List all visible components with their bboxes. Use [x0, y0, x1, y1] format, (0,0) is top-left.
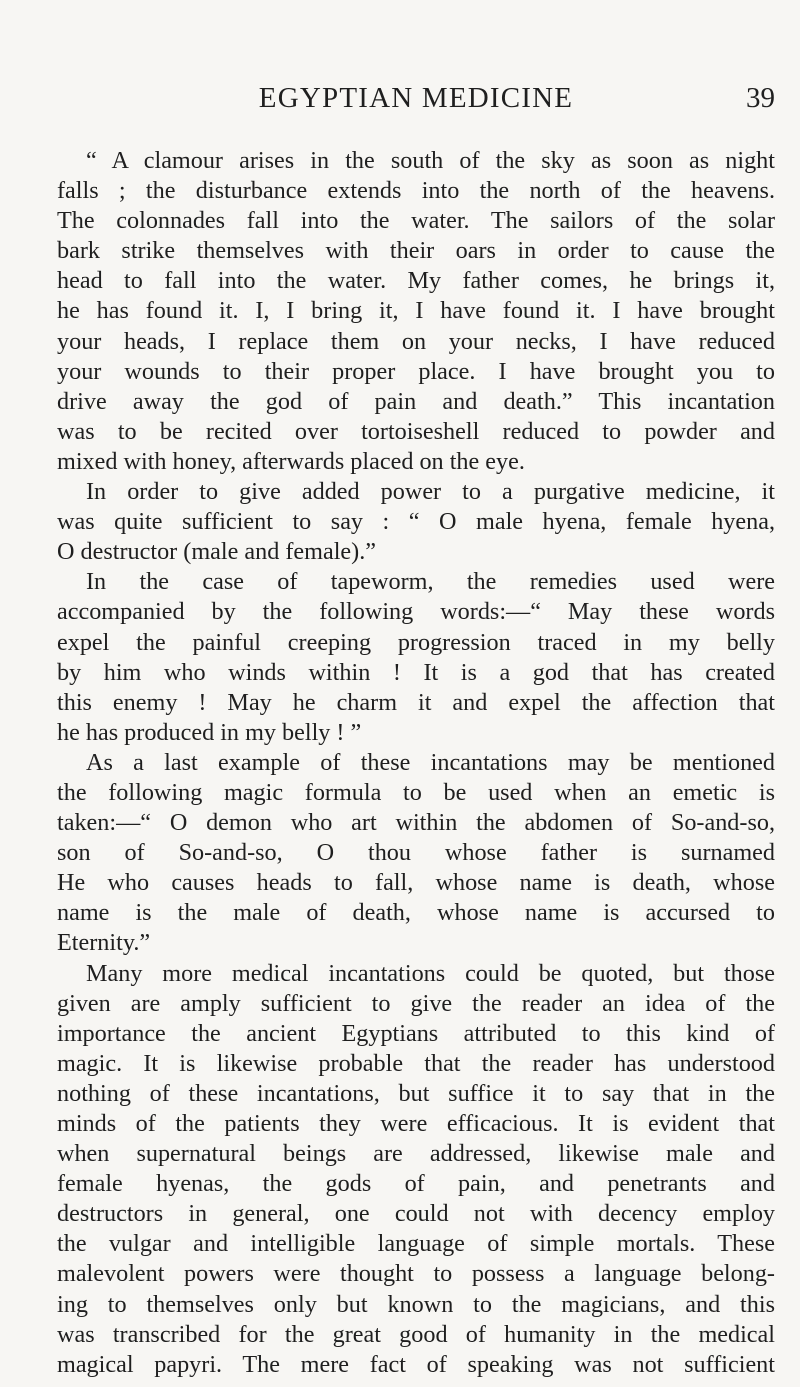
- text-line: given are amply sufficient to give the reader an idea of the: [57, 989, 775, 1017]
- text-line: mixed with honey, afterwards placed on the eye.: [57, 447, 525, 475]
- text-line: female hyenas, the gods of pain, and penetrants and: [57, 1170, 775, 1198]
- text-line: importance the ancient Egyptians attributed to this kind of: [57, 1019, 775, 1047]
- text-line: was to be recited over tortoiseshell reduced to powder and: [57, 417, 775, 445]
- text-line: by him who winds within ! It is a god that has created: [57, 658, 775, 686]
- text-line: magic. It is likewise probable that the reader has understood: [57, 1049, 775, 1077]
- text-line: bark strike themselves with their oars in order to cause the: [57, 237, 775, 265]
- text-line: taken:—“ O demon who art within the abdomen of So-and-so,: [57, 809, 775, 837]
- text-line: when supernatural beings are addressed, likewise male and: [57, 1140, 775, 1168]
- text-line: son of So-and-so, O thou whose father is surnamed: [57, 839, 775, 867]
- text-line: falls ; the disturbance extends into the north of the heavens.: [57, 177, 775, 205]
- text-line: your wounds to their proper place. I have brought you to: [57, 357, 775, 385]
- text-line: he has found it. I, I bring it, I have found it. I have brought: [57, 297, 775, 325]
- text-line: O destructor (male and female).”: [57, 538, 376, 566]
- text-line: ing to themselves only but known to the magicians, and this: [57, 1290, 775, 1318]
- text-line: accompanied by the following words:—“ May these words: [57, 598, 775, 626]
- text-line: In order to give added power to a purgative medicine, it: [86, 478, 775, 506]
- text-line: was transcribed for the great good of humanity in the medical: [57, 1320, 775, 1348]
- text-line: drive away the god of pain and death.” This incantation: [57, 387, 775, 415]
- text-line: he has produced in my belly ! ”: [57, 718, 362, 746]
- text-line: “ A clamour arises in the south of the sky as soon as night: [86, 147, 775, 174]
- book-page: [57, 82, 775, 1380]
- text-line: head to fall into the water. My father comes, he brings it,: [57, 267, 775, 295]
- text-line: He who causes heads to fall, whose name is death, whose: [57, 869, 775, 897]
- running-head: [57, 82, 775, 122]
- running-title: EGYPTIAN MEDICINE: [258, 82, 574, 114]
- text-line: As a last example of these incantations may be mentioned: [86, 748, 775, 776]
- body-text: [57, 146, 775, 1380]
- text-line: was quite sufficient to say : “ O male hyena, female hyena,: [57, 508, 775, 536]
- text-line: destructors in general, one could not with decency employ: [57, 1200, 775, 1228]
- text-line: In the case of tapeworm, the remedies used were: [86, 568, 775, 596]
- text-line: minds of the patients they were efficacious. It is evident that: [57, 1110, 775, 1137]
- text-line: the vulgar and intelligible language of simple mortals. These: [57, 1230, 775, 1258]
- text-line: this enemy ! May he charm it and expel the affection that: [57, 688, 775, 716]
- text-line: expel the painful creeping progression traced in my belly: [57, 628, 775, 656]
- text-line: The colonnades fall into the water. The sailors of the solar: [57, 207, 775, 235]
- text-line: Many more medical incantations could be quoted, but those: [86, 959, 775, 987]
- text-line: nothing of these incantations, but suffice it to say that in the: [57, 1079, 775, 1107]
- text-line: your heads, I replace them on your necks, I have reduced: [57, 327, 775, 355]
- page-number: 39: [746, 82, 775, 114]
- text-line: magical papyri. The mere fact of speaking was not sufficient: [57, 1350, 775, 1378]
- text-line: name is the male of death, whose name is accursed to: [57, 899, 775, 927]
- text-line: malevolent powers were thought to possess a language belong-: [57, 1260, 775, 1288]
- text-line: Eternity.”: [57, 929, 151, 957]
- text-line: the following magic formula to be used when an emetic is: [57, 778, 775, 806]
